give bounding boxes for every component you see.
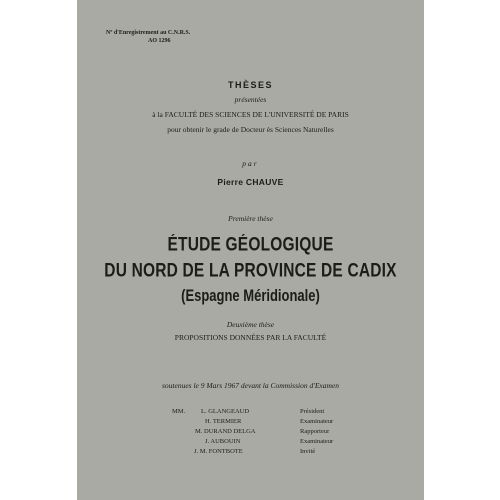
propositions-text: PROPOSITIONS DONNÉES PAR LA FACULTÉ xyxy=(174,333,327,342)
jury-member-name: L. GLANGEAUD xyxy=(201,408,250,415)
jury-member-role: Invité xyxy=(300,448,316,455)
degree-text: pour obtenir le grade de Docteur ès Sciences Naturelles xyxy=(167,125,334,134)
jury-prefix: MM. xyxy=(172,408,186,415)
jury-member-name: H. TERMIER xyxy=(205,418,242,425)
thesis-title-line2: DU NORD DE LA PROVINCE DE CADIX xyxy=(104,260,397,282)
registration-number-label: Nº d'Enregistrement au C.N.R.S. xyxy=(106,30,191,36)
jury-member-role: Rapporteur xyxy=(300,428,330,435)
defense-date-text: soutenues le 9 Mars 1967 devant la Commission d'Examen xyxy=(161,381,339,390)
registration-number-value: AO 1296 xyxy=(148,38,171,44)
faculty-text: à la FACULTÉ DES SCIENCES DE L'UNIVERSITÉ DE PARIS xyxy=(152,110,349,119)
thesis-title-line1: ÉTUDE GÉOLOGIQUE xyxy=(167,234,334,256)
jury-member-name: J. AUBOUIN xyxy=(205,438,241,445)
jury-member-role: Examinateur xyxy=(300,418,334,425)
by-text: par xyxy=(242,159,259,168)
jury-member-name: J. M. FONTBOTE xyxy=(194,448,243,455)
second-thesis-label: Deuxième thèse xyxy=(226,320,275,329)
theses-heading: THÈSES xyxy=(227,80,273,90)
presented-text: présentées xyxy=(234,95,267,104)
jury-member-role: Examinateur xyxy=(300,438,334,445)
jury-member-role: Président xyxy=(300,408,325,415)
thesis-cover xyxy=(77,0,424,500)
author-name: Pierre CHAUVE xyxy=(217,177,284,187)
thesis-subtitle: (Espagne Méridionale) xyxy=(181,286,320,305)
jury-member-name: M. DURAND DELGA xyxy=(195,428,256,435)
first-thesis-label: Première thèse xyxy=(228,214,273,223)
